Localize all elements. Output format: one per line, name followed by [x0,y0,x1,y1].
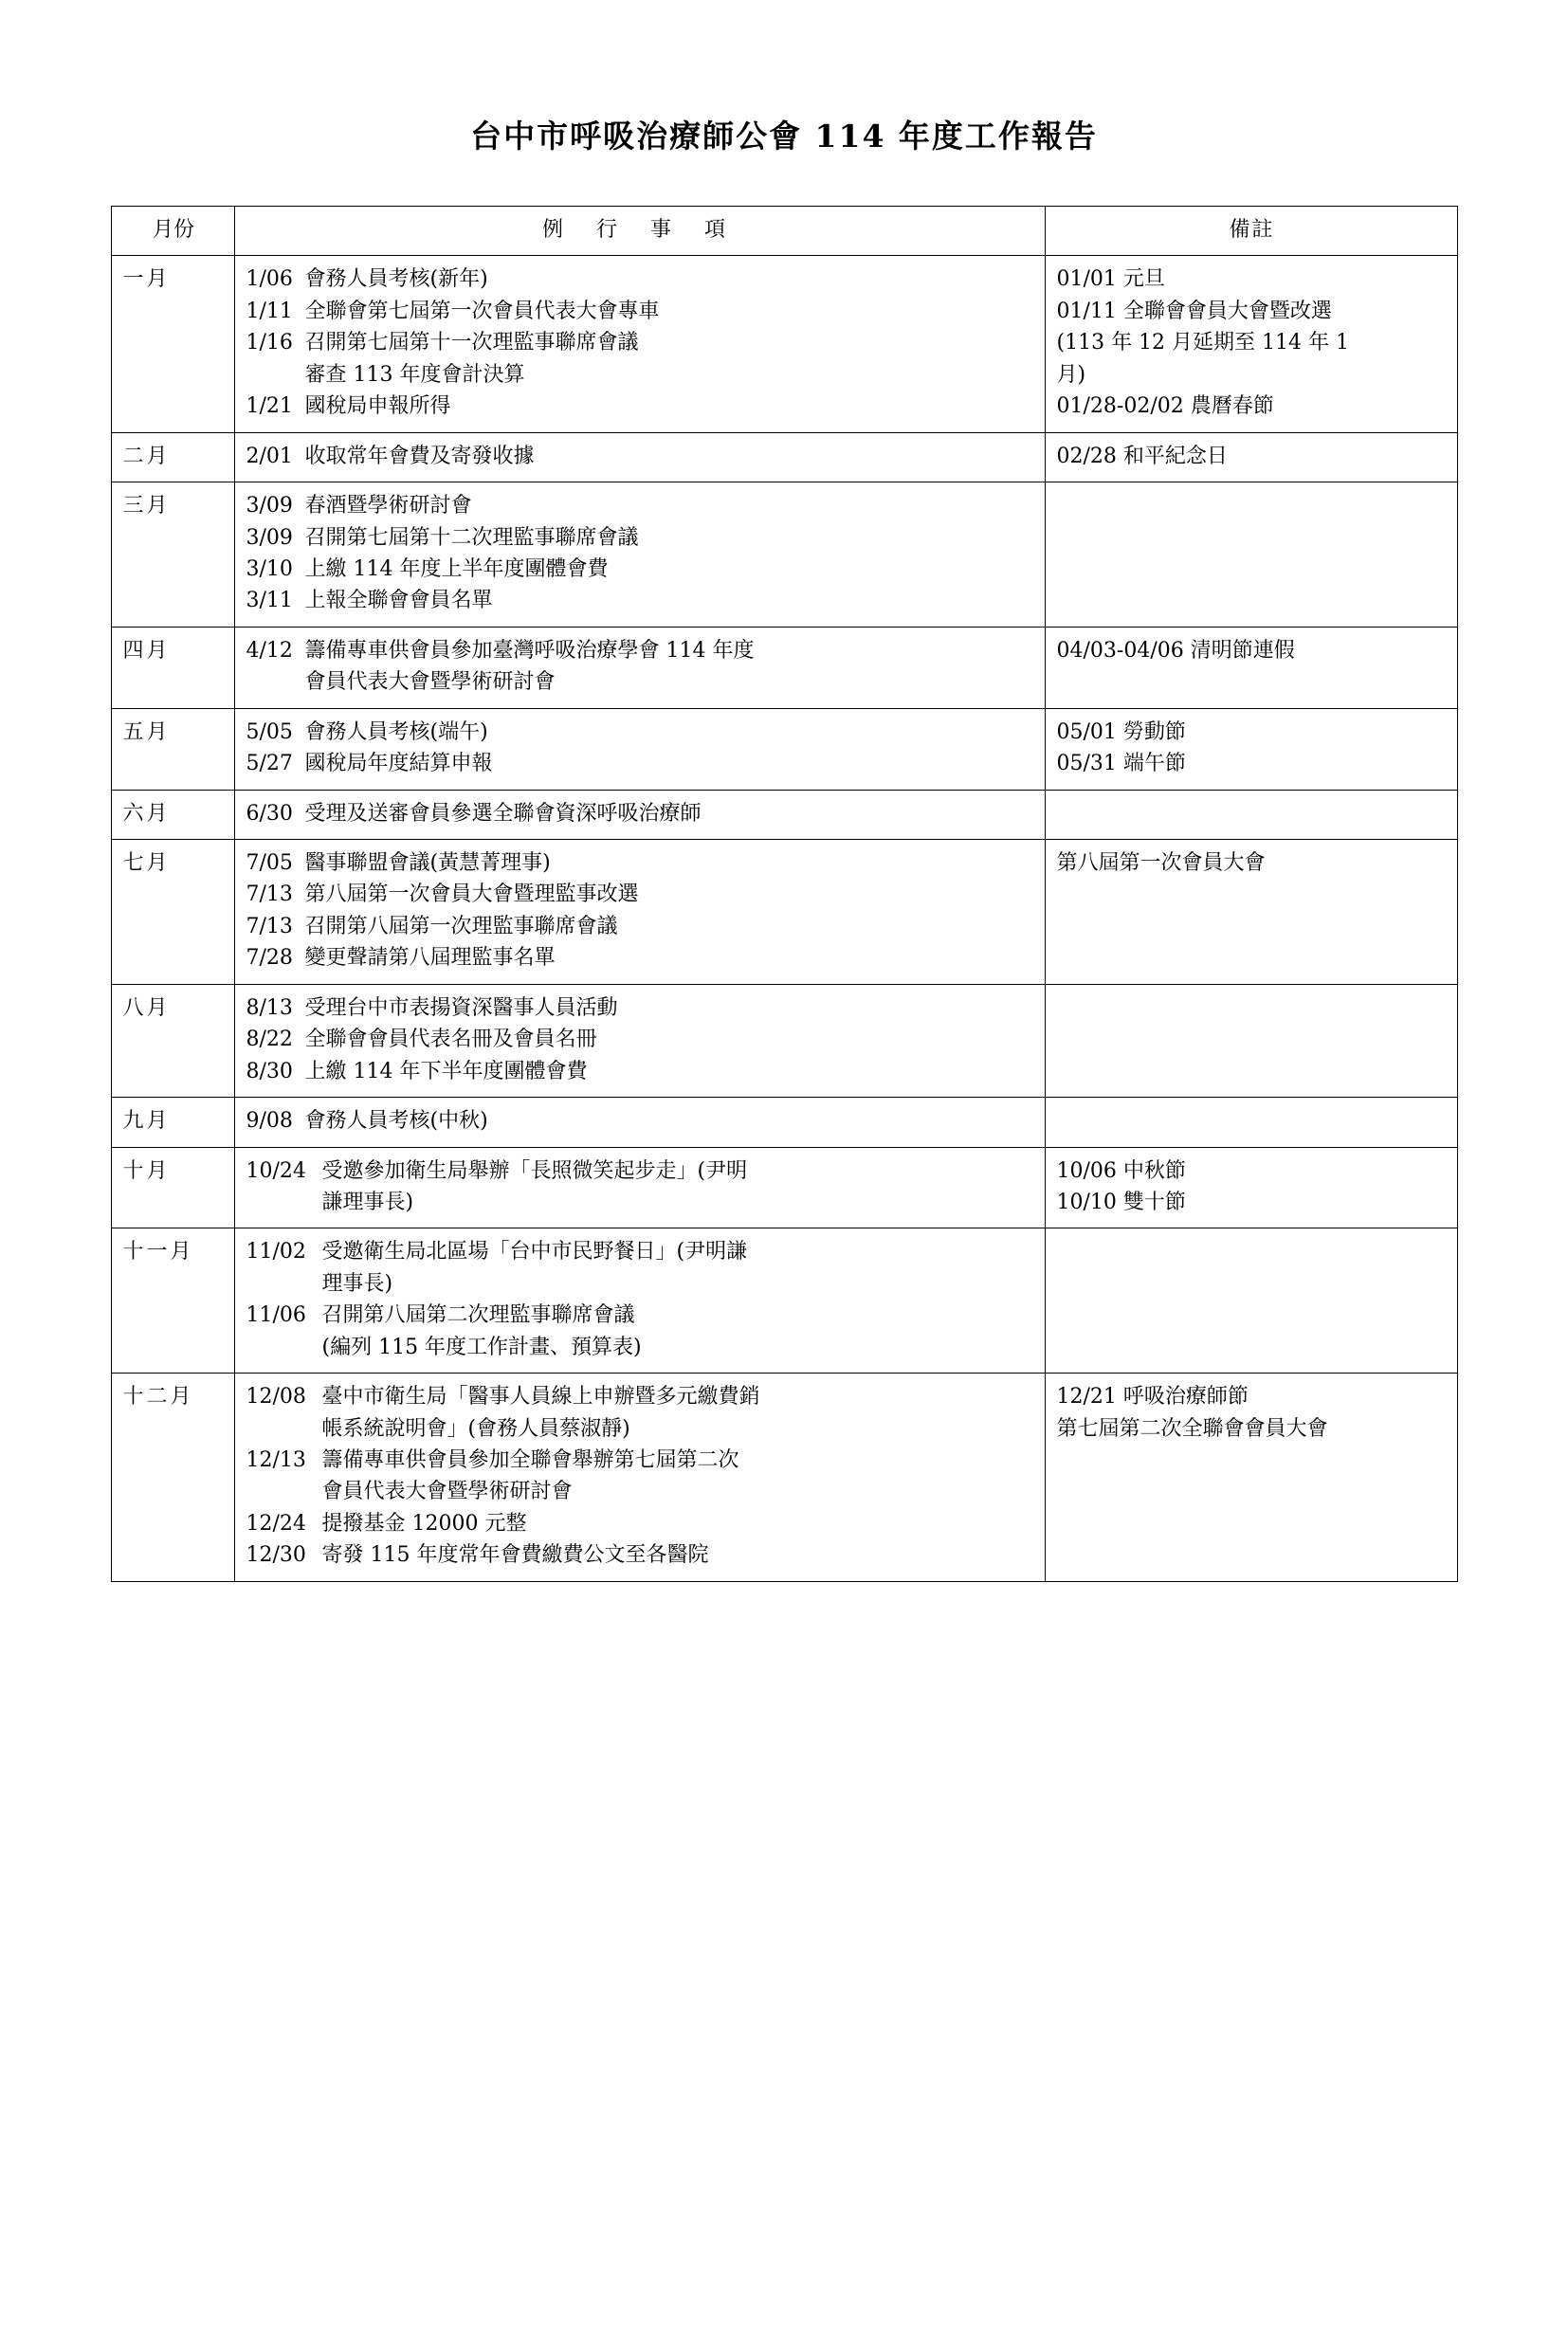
item-line [246,296,1035,327]
item-text: 收取常年會費及寄發收據 [304,444,535,468]
notes-cell [1045,256,1457,432]
item-line [246,879,1035,910]
table-row [111,256,1457,432]
item-text: 會務人員考核(新年) [304,267,488,292]
table-row [111,790,1457,839]
item-date: 3/11 [246,589,293,613]
items-cell [234,1374,1045,1582]
notes-cell [1045,1374,1457,1582]
item-date: 1/11 [246,299,293,323]
note-line: (113 年 12 月延期至 114 年 1 [1056,331,1350,355]
item-text: 籌備專車供會員參加全聯會舉辦第七屆第二次 [321,1448,739,1472]
table-header-row [111,207,1457,256]
month-cell: 六月 [111,790,234,839]
item-date: 12/24 [246,1511,306,1536]
annual-work-report-table [111,206,1458,1582]
notes-cell [1045,1098,1457,1147]
notes-cell [1045,840,1457,985]
notes-cell [1045,984,1457,1097]
table-row [111,1147,1457,1228]
item-line [246,798,1035,829]
note-line: 第八屆第一次會員大會 [1056,851,1266,875]
table-row [111,840,1457,985]
item-date: 9/08 [246,1109,293,1134]
note-line: 01/11 全聯會會員大會暨改選 [1056,299,1332,323]
item-text: 會務人員考核(中秋) [304,1109,488,1134]
item-continuation: 會員代表大會暨學術研討會 [304,670,556,695]
month-cell: 五月 [111,708,234,790]
month-cell: 一月 [111,256,234,432]
item-line [246,847,1035,879]
items-cell [234,256,1045,432]
item-text: 受邀衛生局北區場「台中市民野餐日」(尹明謙 [321,1240,748,1265]
item-line [246,327,1035,358]
item-date: 12/30 [246,1543,306,1568]
table-row [111,708,1457,790]
column-header-items: 例 行 事 項 [234,207,1045,256]
table-row [111,482,1457,628]
note-line: 04/03-04/06 清明節連假 [1056,638,1295,663]
item-line [246,1539,1035,1571]
item-date: 3/09 [246,525,293,550]
note-line: 12/21 呼吸治療師節 [1056,1385,1249,1410]
item-date: 11/02 [246,1240,306,1265]
month-cell: 十一月 [111,1228,234,1374]
item-line [246,1445,1035,1476]
items-cell [234,790,1045,839]
notes-cell [1045,1147,1457,1228]
item-text: 國稅局年度結算申報 [304,752,493,776]
item-text: 召開第七屆第十一次理監事聯席會議 [304,331,639,355]
item-line [246,992,1035,1024]
items-cell [234,482,1045,628]
item-date: 7/13 [246,914,293,938]
item-continuation: 帳系統說明會」(會務人員蔡淑靜) [321,1416,630,1441]
item-date: 7/13 [246,882,293,907]
note-line: 10/10 雙十節 [1056,1190,1186,1214]
month-cell: 二月 [111,432,234,482]
items-cell [234,1147,1045,1228]
item-line [246,1236,1035,1267]
note-line: 10/06 中秋節 [1056,1158,1186,1183]
items-cell [234,840,1045,985]
item-line [246,717,1035,748]
item-date: 8/22 [246,1028,293,1052]
item-text: 全聯會會員代表名冊及會員名冊 [304,1028,597,1052]
item-line [246,391,1035,422]
table-row [111,1374,1457,1582]
notes-cell [1045,432,1457,482]
item-line [246,1300,1035,1331]
item-text: 受邀參加衛生局舉辦「長照微笑起步走」(尹明 [321,1158,748,1183]
item-date: 1/06 [246,267,293,292]
item-text: 上報全聯會會員名單 [304,589,493,613]
item-text: 第八屆第一次會員大會暨理監事改選 [304,882,639,907]
page-title: 台中市呼吸治療師公會 114 年度工作報告 [470,118,1098,155]
note-line: 01/28-02/02 農曆春節 [1056,394,1274,419]
item-date: 7/05 [246,851,293,875]
item-line [246,635,1035,666]
month-cell: 七月 [111,840,234,985]
month-cell: 四月 [111,627,234,708]
item-continuation: 謙理事長) [321,1190,414,1214]
item-date: 5/27 [246,752,293,776]
items-cell [234,627,1045,708]
item-continuation: 理事長) [321,1271,393,1296]
notes-cell [1045,1228,1457,1374]
table-body [111,256,1457,1581]
item-line [246,942,1035,973]
table-row [111,984,1457,1097]
item-text: 會務人員考核(端午) [304,719,488,744]
item-date: 1/21 [246,394,293,419]
item-text: 寄發 115 年度常年會費繳費公文至各醫院 [321,1543,709,1568]
month-cell: 八月 [111,984,234,1097]
note-line: 月) [1056,362,1086,387]
item-line [246,1155,1035,1187]
item-continuation: 會員代表大會暨學術研討會 [321,1480,573,1504]
items-cell [234,984,1045,1097]
item-line [246,522,1035,554]
item-date: 3/09 [246,494,293,519]
item-line [246,911,1035,942]
item-text: 上繳 114 年度上半年度團體會費 [304,556,609,581]
item-date: 7/28 [246,946,293,971]
item-text: 醫事聯盟會議(黃慧菁理事) [304,851,551,875]
table-row [111,432,1457,482]
item-line [246,748,1035,779]
item-line [246,441,1035,472]
item-text: 國稅局申報所得 [304,394,451,419]
item-line [246,1105,1035,1137]
item-text: 受理台中市表揚資深醫事人員活動 [304,995,618,1020]
item-continuation: 審查 113 年度會計決算 [304,362,525,387]
items-cell [234,432,1045,482]
notes-cell [1045,790,1457,839]
item-date: 8/30 [246,1059,293,1083]
table-row [111,1228,1457,1374]
item-line [246,554,1035,585]
item-date: 5/05 [246,719,293,744]
month-cell: 九月 [111,1098,234,1147]
items-cell [234,1098,1045,1147]
items-cell [234,1228,1045,1374]
item-line [246,585,1035,616]
item-line [246,1024,1035,1055]
item-text: 籌備專車供會員參加臺灣呼吸治療學會 114 年度 [304,638,755,663]
item-date: 1/16 [246,331,293,355]
note-line: 02/28 和平紀念日 [1056,444,1228,468]
item-text: 受理及送審會員參選全聯會資深呼吸治療師 [304,801,702,826]
table-row [111,1098,1457,1147]
item-date: 11/06 [246,1303,306,1328]
column-header-notes: 備註 [1045,207,1457,256]
item-line [246,490,1035,521]
note-line: 第七屆第二次全聯會會員大會 [1056,1416,1328,1441]
month-cell: 三月 [111,482,234,628]
items-cell [234,708,1045,790]
item-date: 12/08 [246,1385,306,1410]
notes-cell [1045,708,1457,790]
item-text: 召開第八屆第一次理監事聯席會議 [304,914,618,938]
column-header-month: 月份 [111,207,234,256]
note-line: 05/31 端午節 [1056,752,1186,776]
table-header [111,207,1457,256]
item-line [246,1508,1035,1539]
item-date: 12/13 [246,1448,306,1472]
item-continuation: (編列 115 年度工作計畫、預算表) [321,1335,642,1359]
month-cell: 十二月 [111,1374,234,1582]
note-line: 05/01 勞動節 [1056,719,1186,744]
item-text: 變更聲請第八屆理監事名單 [304,946,556,971]
item-date: 4/12 [246,638,293,663]
notes-cell [1045,627,1457,708]
note-line: 01/01 元旦 [1056,267,1165,292]
notes-cell [1045,482,1457,628]
item-date: 8/13 [246,995,293,1020]
item-text: 上繳 114 年下半年度團體會費 [304,1059,588,1083]
item-text: 召開第七屆第十二次理監事聯席會議 [304,525,639,550]
item-text: 全聯會第七屆第一次會員代表大會專車 [304,299,660,323]
item-line [246,1381,1035,1412]
item-line [246,264,1035,295]
item-date: 6/30 [246,801,293,826]
item-text: 臺中市衛生局「醫事人員線上申辦暨多元繳費銷 [321,1385,760,1410]
item-date: 3/10 [246,556,293,581]
item-text: 召開第八屆第二次理監事聯席會議 [321,1303,635,1328]
month-cell: 十月 [111,1147,234,1228]
item-date: 2/01 [246,444,293,468]
table-row [111,627,1457,708]
item-text: 提撥基金 12000 元整 [321,1511,527,1536]
item-line [246,1056,1035,1087]
document-page [0,112,1568,2329]
item-text: 春酒暨學術研討會 [304,494,472,519]
item-date: 10/24 [246,1158,306,1183]
